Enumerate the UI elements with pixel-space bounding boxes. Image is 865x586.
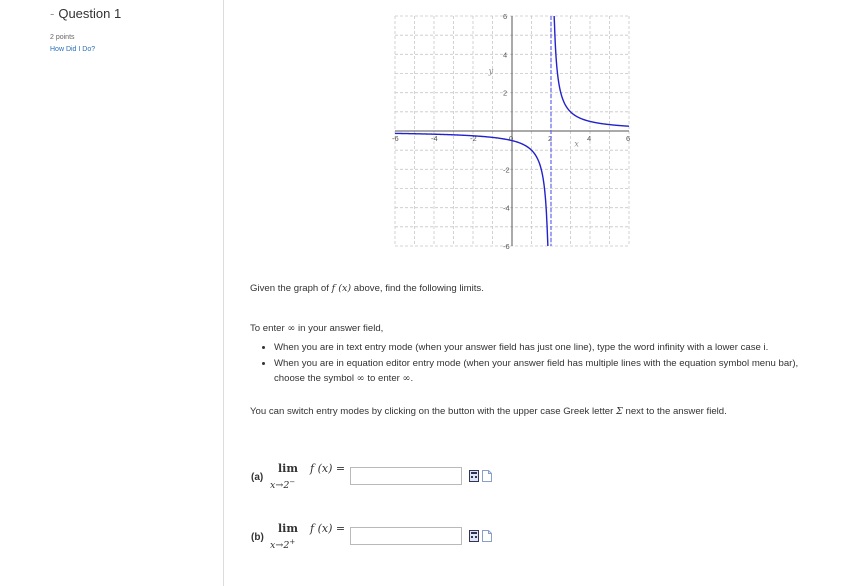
part-b-answer-input[interactable] bbox=[350, 527, 462, 545]
collapse-dash-icon[interactable]: - bbox=[50, 6, 55, 21]
part-b-subscript: x→2+ bbox=[270, 538, 296, 552]
part-a-label: (a) bbox=[251, 472, 264, 483]
sigma-symbol: Σ bbox=[616, 406, 623, 417]
y-tick-label: -4 bbox=[503, 203, 510, 213]
question-sidebar bbox=[0, 0, 224, 586]
x-tick-label: -2 bbox=[470, 134, 477, 143]
part-b-label: (b) bbox=[251, 532, 264, 543]
y-tick-label: -2 bbox=[503, 165, 510, 175]
y-tick-label: 6 bbox=[503, 14, 508, 21]
equation-editor-icon[interactable] bbox=[469, 530, 479, 542]
infinity-symbol: ∞ bbox=[287, 323, 296, 334]
graph-axes bbox=[395, 16, 629, 246]
list-item: • When you are in text entry mode (when your answer field has just one line), type the word infinity with a lower case i. bbox=[274, 340, 804, 355]
x-tick-label: -6 bbox=[392, 134, 399, 143]
list-item: • When you are in equation editor entry mode (when your answer field has multiple lines with the equation symbol menu bar), choose the symbol ∞ to enter ∞. bbox=[274, 356, 804, 386]
part-a-answer-input[interactable] bbox=[350, 467, 462, 485]
how-did-i-do-link[interactable]: How Did I Do? bbox=[50, 46, 96, 53]
document-icon[interactable] bbox=[482, 470, 492, 482]
function-graph bbox=[392, 14, 632, 250]
part-a-subscript: x→2− bbox=[270, 478, 296, 492]
x-tick-label: 6 bbox=[626, 134, 631, 143]
y-tick-label: -6 bbox=[503, 242, 510, 250]
y-axis-label: y bbox=[488, 66, 494, 76]
document-icon[interactable] bbox=[482, 530, 492, 542]
prompt-text: Given the graph of f (x) above, find the following limits. bbox=[250, 283, 484, 294]
curve-right-branch bbox=[554, 16, 629, 126]
instructions-list bbox=[250, 340, 804, 387]
part-a-lim: lim bbox=[278, 462, 298, 475]
question-points: 2 points bbox=[50, 34, 75, 41]
x-tick-label: -4 bbox=[431, 134, 438, 143]
graph-ticks bbox=[392, 14, 630, 250]
y-tick-label: 4 bbox=[503, 50, 508, 60]
prompt-fx: f (x) bbox=[331, 283, 352, 294]
switch-mode-note: You can switch entry modes by clicking on the button with the upper case Greek letter Σ next to the answer field. bbox=[250, 406, 727, 417]
equation-editor-icon[interactable] bbox=[469, 470, 479, 482]
part-b-fx: f (x) = bbox=[310, 522, 346, 535]
x-tick-label: 4 bbox=[587, 134, 592, 143]
question-title: - Question 1 bbox=[50, 6, 122, 21]
part-a-fx: f (x) = bbox=[310, 462, 346, 475]
y-tick-label: 2 bbox=[503, 88, 508, 98]
x-axis-label: x bbox=[574, 139, 579, 149]
x-tick-label: 2 bbox=[548, 134, 553, 143]
x-tick-label: 0 bbox=[509, 134, 514, 143]
instructions-intro: To enter ∞ in your answer field, bbox=[250, 323, 384, 334]
part-b-lim: lim bbox=[278, 522, 298, 535]
